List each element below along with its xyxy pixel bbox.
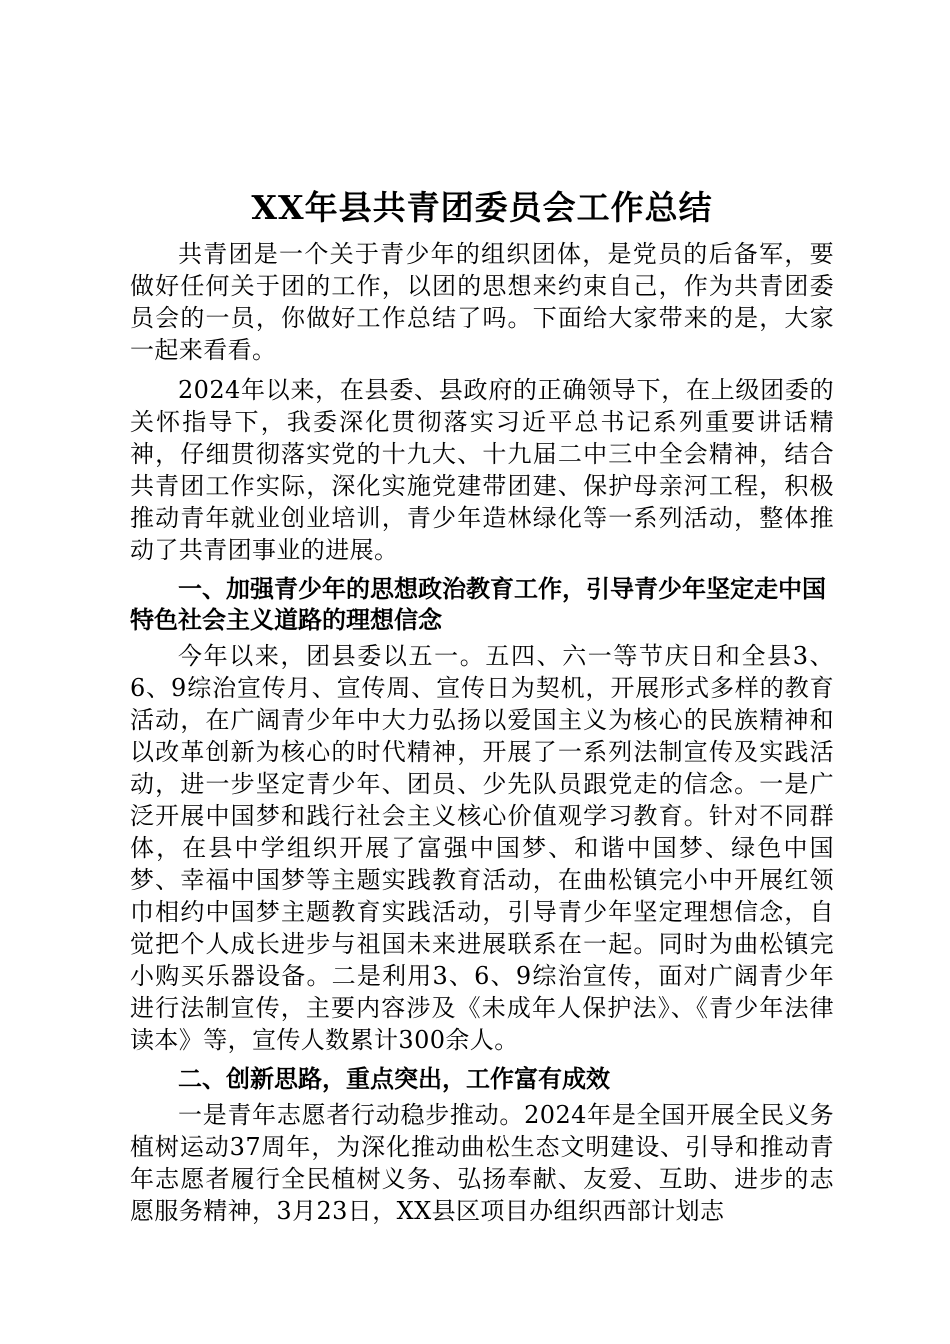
overview-paragraph: 2024年以来，在县委、县政府的正确领导下，在上级团委的关怀指导下，我委深化贯彻落实习近平总书记系列重要讲话精神，仔细贯彻落实党的十九大、十九届二中三中全会精神，结合共青团工作实际，深化实施党建带团建、保护母亲河工程，积极推动青年就业创业培训，青少年造林绿化等一系列活动，整体推动了共青团事业的进展。 [130,376,834,564]
section-heading-2: 二、创新思路，重点突出，工作富有成效 [178,1065,610,1093]
section-1-paragraph: 今年以来，团县委以五一。五四、六一等节庆日和全县3、6、9综治宣传月、宣传周、宣传日为契机，开展形式多样的教育活动，在广阔青少年中大力弘扬以爱国主义为核心的民族精神和以改革创新为核心的时代精神，开展了一系列法制宣传及实践活动，进一步坚定青少年、团员、少先队员跟党走的信念。一是广泛开展中国梦和践行社会主义核心价值观学习教育。针对不同群体，在县中学组织开展了富强中国梦、和谐中国梦、绿色中国梦、幸福中国梦等主题实践教育活动，在曲松镇完小中开展红领巾相约中国梦主题教育实践活动，引导青少年坚定理想信念，自觉把个人成长进步与祖国未来进展联系在一起。同时为曲松镇完小购买乐器设备。二是利用3、6、9综治宣传，面对广阔青少年进行法制宣传，主要内容涉及《未成年人保护法》、《青少年法律读本》等，宣传人数累计300余人。 [130,642,834,1054]
document-title: XX年县共青团委员会工作总结 [251,188,713,227]
section-heading-1: 一、加强青少年的思想政治教育工作，引导青少年坚定走中国特色社会主义道路的理想信念 [130,575,826,634]
section-2-paragraph: 一是青年志愿者行动稳步推动。2024年是全国开展全民义务植树运动37周年，为深化推动曲松生态文明建设、引导和推动青年志愿者履行全民植树义务、弘扬奉献、友爱、互助、进步的志愿服务精神，3月23日，XX县区项目办组织西部计划志 [130,1101,834,1225]
document-body [130,186,834,1235]
intro-paragraph: 共青团是一个关于青少年的组织团体，是党员的后备军，要做好任何关于团的工作，以团的思想来约束自己，作为共青团委员会的一员，你做好工作总结了吗。下面给大家带来的是，大家一起来看看。 [130,240,834,364]
